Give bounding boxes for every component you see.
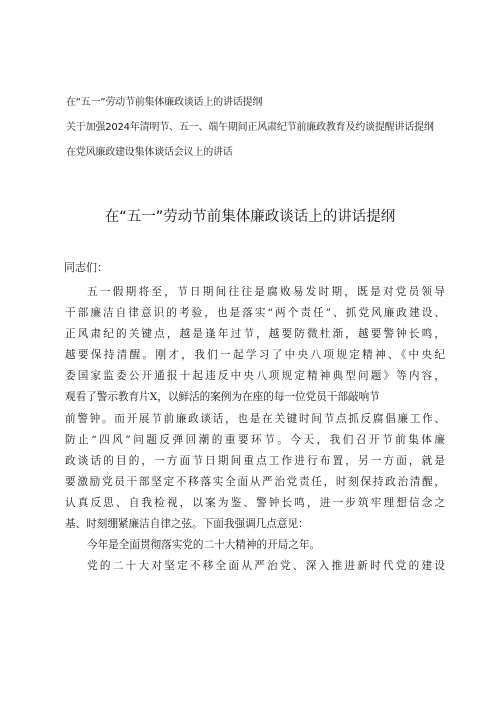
document-title: 在“五一”劳动节前集体廉政谈话上的讲话提纲 — [104, 209, 396, 225]
body-line: 正风肃纪的关键点，越是逢年过节，越要防微杜渐，越要警钟长鸣， — [65, 328, 445, 341]
body-line: 越要保持清醒。刚才，我们一起学习了中央八项规定精神、《中央纪 — [65, 349, 445, 362]
body-line: 党的二十大对坚定不移全面从严治党、深入推进新时代党的建设 — [87, 560, 445, 573]
body-line: 观看了警示教育片X，以鲜活的案例为在座的每一位党员干部敲响节 — [65, 391, 380, 404]
related-article-link[interactable]: 在“五一”劳动节前集体廉政谈话上的讲话提纲 — [66, 97, 263, 108]
document-body — [65, 282, 445, 577]
salutation: 同志们： — [64, 261, 108, 274]
related-article-link[interactable]: 在党风廉政建设集体谈话会议上的讲话 — [66, 147, 233, 158]
body-line: 前警钟。而开展节前廉政谈话，也是在关键时间节点抓反腐倡廉工作、 — [65, 412, 445, 425]
related-articles-list — [66, 96, 486, 171]
body-line: 认真反思、自我检视，以案为鉴、警钟长鸣，进一步筑牢理想信念之 — [65, 496, 445, 509]
body-line: 政谈话的目的，一方面节日期间重点工作进行布置，另一方面，就是 — [65, 454, 445, 467]
body-line: 委国家监委公开通报十起违反中央八项规定精神典型问题》等内容， — [65, 370, 445, 383]
body-line: 要激励党员干部坚定不移落实全面从严治党责任，时刻保持政治清醒， — [65, 475, 445, 488]
body-line: 防止“四风”问题反弹回潮的重要环节。今天，我们召开节前集体廉 — [65, 433, 445, 446]
body-line: 五一假期将至，节日期间往往是腐败易发时期，既是对党员领导 — [87, 286, 445, 298]
body-line: 干部廉洁自律意识的考验，也是落实“两个责任”、抓党风廉政建设、 — [65, 307, 445, 320]
related-article-link[interactable]: 关于加强2024年清明节、五一、端午期间正风肃纪节前廉政教育及约谈提醒讲话提纲 — [66, 122, 434, 133]
body-line: 今年是全面贯彻落实党的二十大精神的开局之年。 — [87, 539, 321, 552]
body-line: 基、时刻绷紧廉洁自律之弦。下面我强调几点意见： — [65, 518, 309, 531]
